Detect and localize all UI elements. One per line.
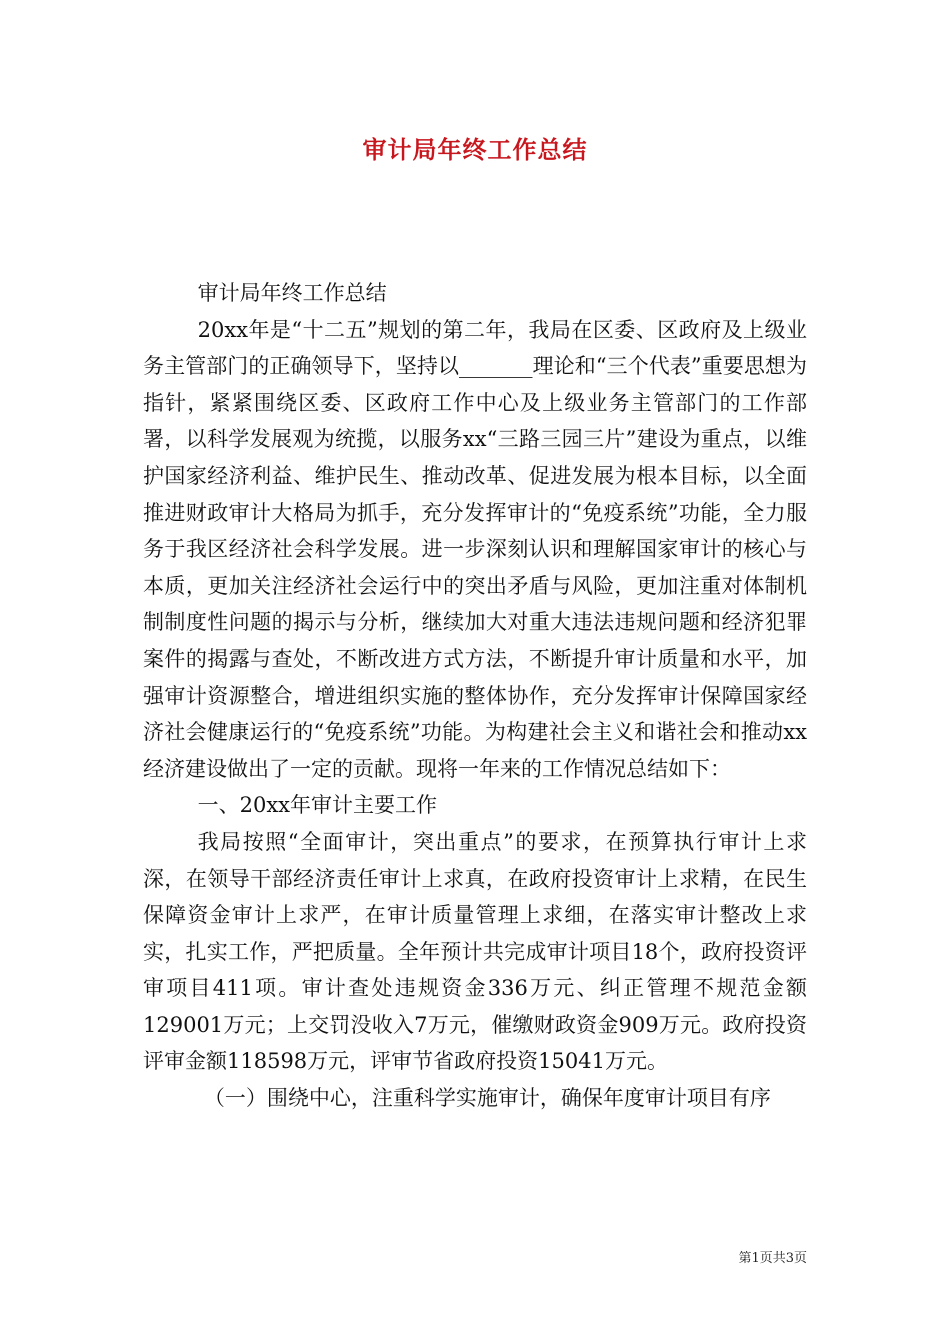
document-body bbox=[143, 275, 807, 1117]
section-heading-1: 一、20xx年审计主要工作 bbox=[197, 793, 438, 818]
paragraph-section-1: 我局按照“全面审计，突出重点”的要求，在预算执行审计上求深，在领导干部经济责任审计上求真，在政府投资审计上求精，在民生保障资金审计上求严，在审计质量管理上求细，在落实审计整改上求实，扎实工作，严把质量。全年预计共完成审计项目18个，政府投资评审项目411项。审计查处违规资金336万元、纠正管理不规范金额129001万元；上交罚没收入7万元，催缴财政资金909万元。政府投资评审金额118598万元，评审节省政府投资15041万元。 bbox=[143, 829, 807, 1074]
document-title: 审计局年终工作总结 bbox=[362, 135, 588, 164]
paragraph-heading: 审计局年终工作总结 bbox=[197, 281, 387, 305]
page-number: 第1页共3页 bbox=[738, 1251, 807, 1266]
paragraph-intro: 20xx年是“十二五”规划的第二年，我局在区委、区政府及上级业务主管部门的正确领导下，坚持以_______理论和“三个代表”重要思想为指针，紧紧围绕区委、区政府工作中心及上级业务主管部门的工作部署，以科学发展观为统揽，以服务xx“三路三园三片”建设为重点，以维护国家经济利益、维护民生、推动改革、促进发展为根本目标，以全面推进财政审计大格局为抓手，充分发挥审计的“免疫系统”功能，全力服务于我区经济社会科学发展。进一步深刻认识和理解国家审计的核心与本质，更加关注经济社会运行中的突出矛盾与风险，更加注重对体制机制制度性问题的揭示与分析，继续加大对重大违法违规问题和经济犯罪案件的揭露与查处，不断改进方式方法，不断提升审计质量和水平，加强审计资源整合，增进组织实施的整体协作，充分发挥审计保障国家经济社会健康运行的“免疫系统”功能。为构建社会主义和谐社会和推动xx经济建设做出了一定的贡献。现将一年来的工作情况总结如下： bbox=[143, 317, 807, 781]
subsection-heading-1: （一）围绕中心，注重科学实施审计，确保年度审计项目有序 bbox=[203, 1086, 771, 1111]
